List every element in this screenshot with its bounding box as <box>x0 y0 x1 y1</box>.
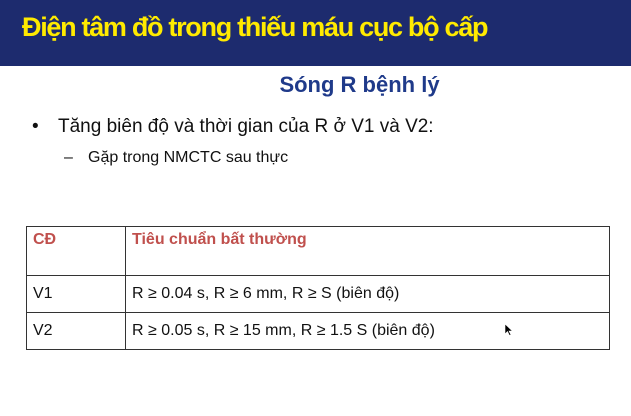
table-header-row <box>27 227 610 276</box>
mouse-pointer-icon <box>505 324 513 336</box>
bullet-marker: • <box>32 116 39 137</box>
slide-subtitle: Sóng R bệnh lý <box>279 72 440 97</box>
table-row <box>27 276 610 313</box>
title-bar <box>0 0 631 66</box>
table-cell-criteria: R ≥ 0.04 s, R ≥ 6 mm, R ≥ S (biên độ) <box>126 276 610 313</box>
sub-bullet-marker: – <box>64 149 73 166</box>
slide-title: Điện tâm đồ trong thiếu máu cục bộ cấp <box>22 12 488 42</box>
table-cell-lead: V1 <box>27 276 126 313</box>
bullet-text: Tăng biên độ và thời gian của R ở V1 và V2: <box>58 116 434 137</box>
table-header-criteria: Tiêu chuẩn bất thường <box>126 227 610 276</box>
table-row <box>27 313 610 350</box>
sub-bullet-item <box>64 149 288 167</box>
table-cell-lead: V2 <box>27 313 126 350</box>
bullet-item <box>32 116 434 138</box>
table-cell-criteria: R ≥ 0.05 s, R ≥ 15 mm, R ≥ 1.5 S (biên độ) <box>126 313 610 350</box>
sub-bullet-text: Gặp trong NMCTC sau thực <box>88 149 289 166</box>
table-header-lead: CĐ <box>27 227 126 276</box>
criteria-table <box>26 226 610 350</box>
